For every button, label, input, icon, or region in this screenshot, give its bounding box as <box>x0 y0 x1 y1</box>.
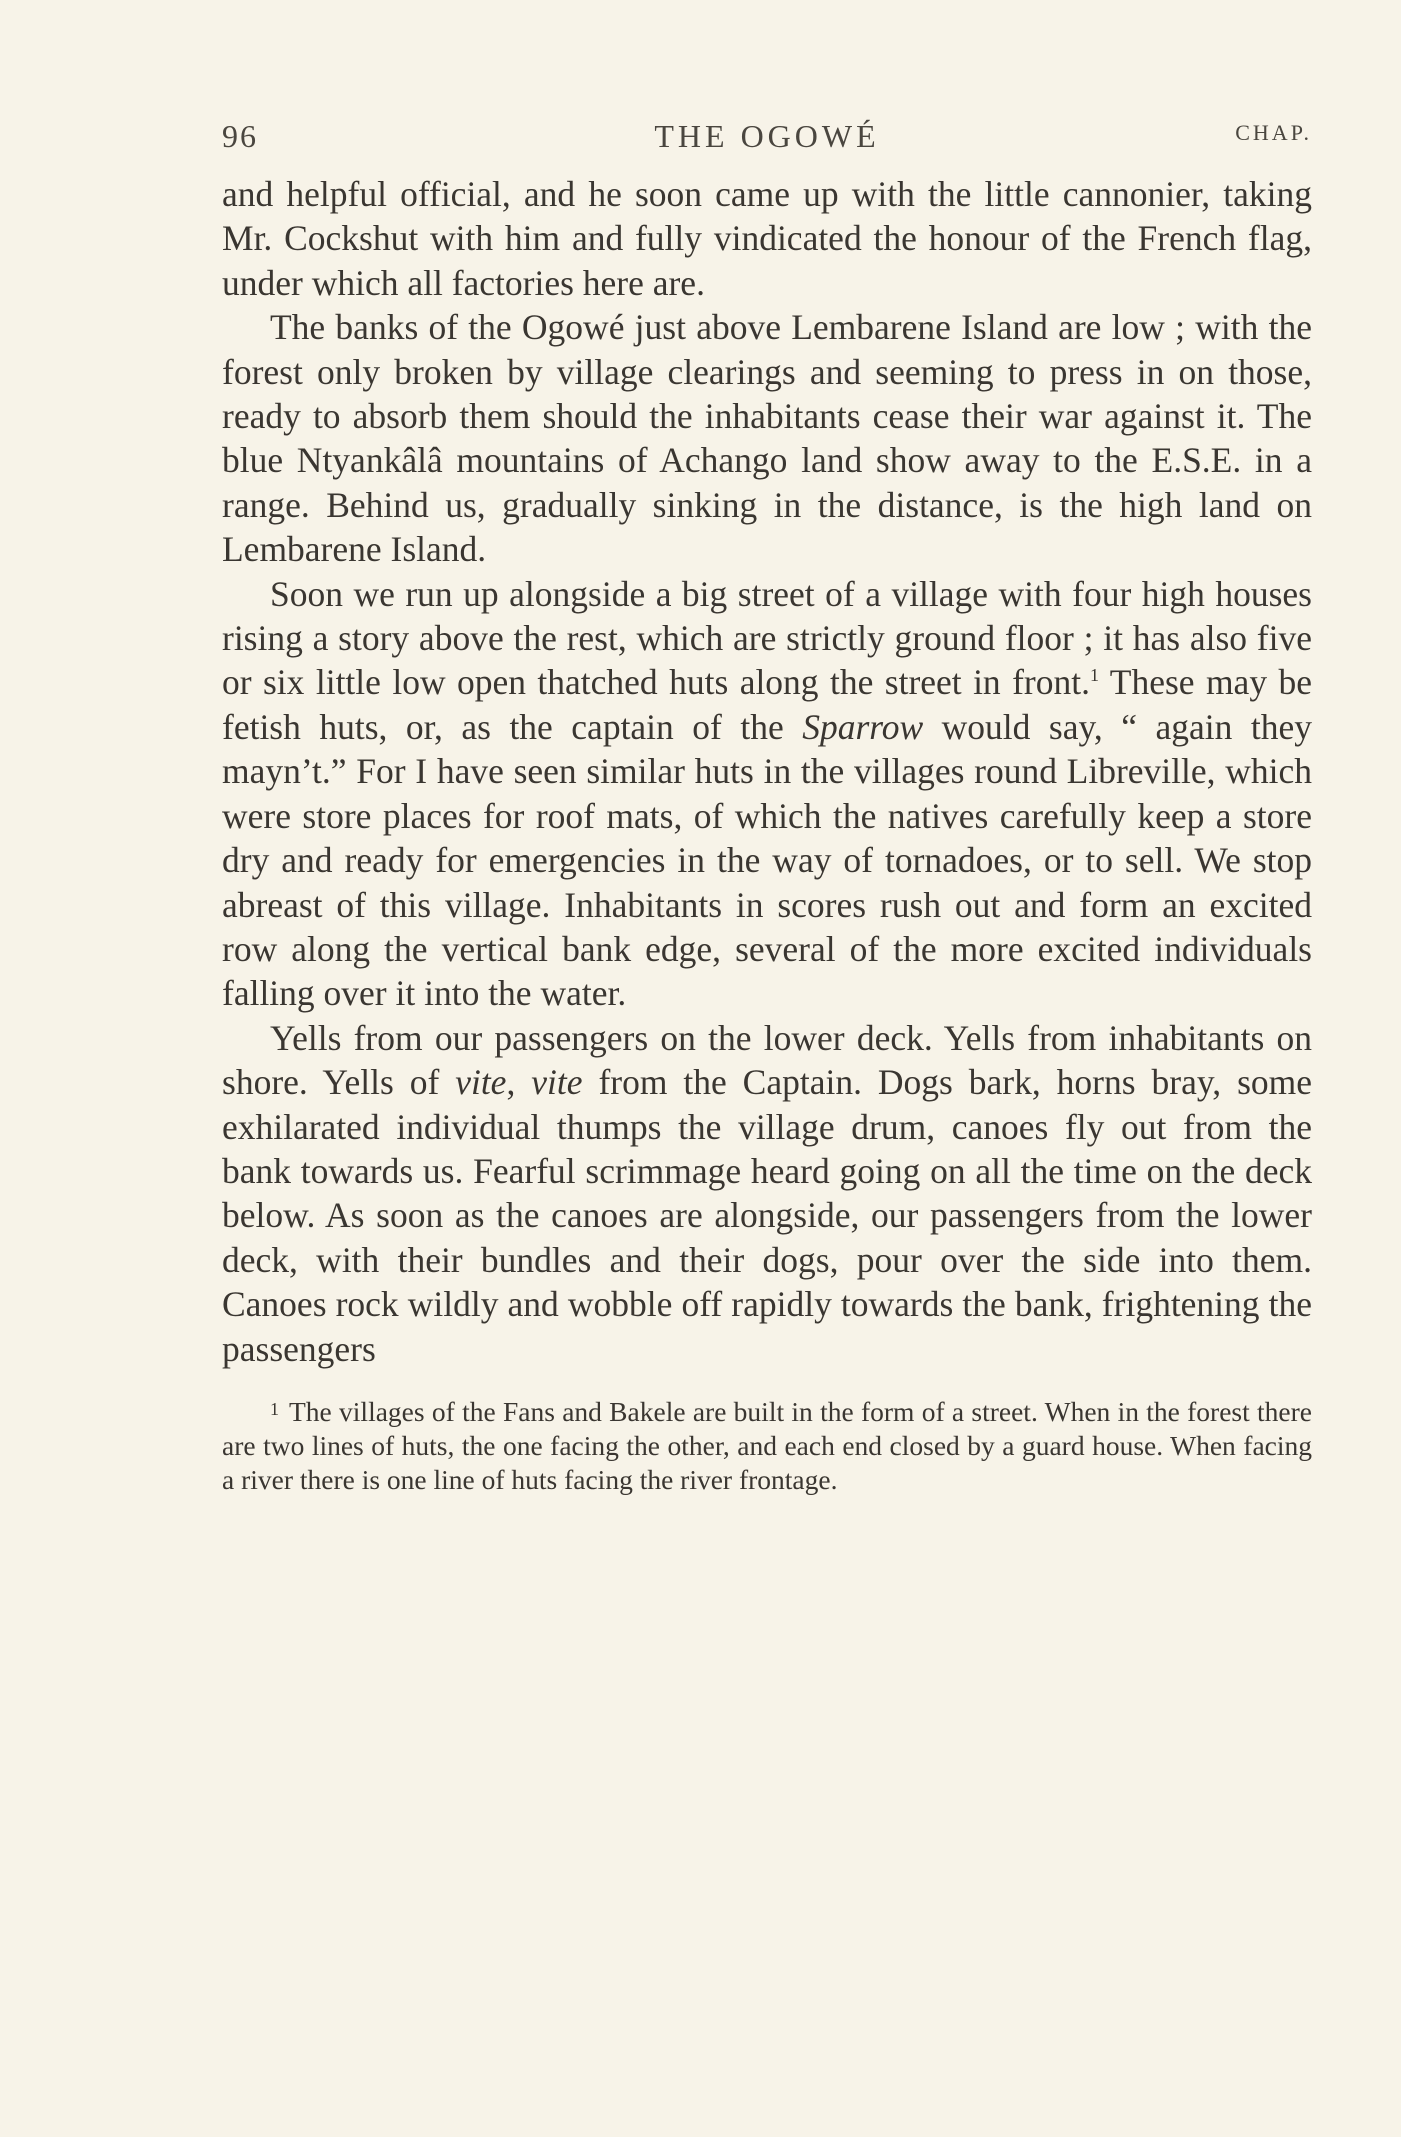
paragraph-1: and helpful official, and he soon came up with the little cannonier, taking Mr. Cockshut with him and fully vindicated the honour of the French flag, under which all factories here are. <box>222 174 1312 303</box>
paragraph-3-part-2: These may be fetish huts, or, as the captain of the <box>222 662 1312 747</box>
footnote-text: The villages of the Fans and Bakele are built in the form of a street. When in the forest there are two lines of huts, the one facing the other, and each end closed by a guard house. When facing a river there is one line of huts facing the river frontage. <box>222 1395 1312 1495</box>
paragraph-4-part-2: from the Captain. Dogs bark, horns bray, some exhilarated individual thumps the village drum, canoes fly out from the bank towards us. Fearful scrimmage heard going on all the time on the deck below. As soon as the canoes are alongside, our passengers from the lower deck, with their bundles and their dogs, pour over the side into them. Canoes rock wildly and wobble off rapidly towards the bank, frightening the passengers <box>222 1062 1313 1369</box>
running-header <box>222 112 1312 172</box>
emphasis-vite-1: vite <box>455 1062 507 1103</box>
ship-name: Sparrow <box>802 706 924 747</box>
page-number: 96 <box>222 118 258 154</box>
paragraph-3 <box>222 572 1312 1016</box>
paragraph-3-part-3: would say, “ again they mayn’t.” For I have seen similar huts in the villages round Libreville, which were store places for roof mats, of which the natives carefully keep a store dry and ready for emergencies in the way of tornadoes, or to sell. We stop abreast of this village. Inhabitants in scores rush out and form an excited row along the vertical bank edge, several of the more excited individuals falling over it into the water. <box>222 706 1312 1014</box>
running-title: THE OGOWÉ <box>654 118 880 154</box>
emphasis-separator: , <box>506 1062 532 1103</box>
paragraph-3-part-1: Soon we run up alongside a big street of a village with four high houses rising a story above the rest, which are strictly ground floor ; it has also five or six little low open thatched huts along the street in front. <box>222 573 1312 703</box>
paragraph-2: The banks of the Ogowé just above Lembarene Island are low ; with the forest only broken by village clearings and seeming to press in on those, ready to absorb them should the inhabitants cease their war against it. The blue Ntyankâlâ mountains of Achango land show away to the E.S.E. in a range. Behind us, gradually sinking in the distance, is the high land on Lembarene Island. <box>222 307 1312 570</box>
book-page <box>222 112 1312 1497</box>
emphasis-vite-2: vite <box>531 1062 583 1103</box>
paragraph-4-part-1: Yells from our passengers on the lower deck. Yells from inhabitants on shore. Yells of <box>222 1017 1312 1103</box>
paragraph-4 <box>222 1016 1312 1371</box>
footnote-marker: 1 <box>270 1398 279 1419</box>
body-text <box>222 172 1312 1371</box>
chapter-label: CHAP. <box>1235 120 1312 145</box>
footnote-reference: 1 <box>1089 665 1099 686</box>
footnote <box>222 1395 1312 1497</box>
